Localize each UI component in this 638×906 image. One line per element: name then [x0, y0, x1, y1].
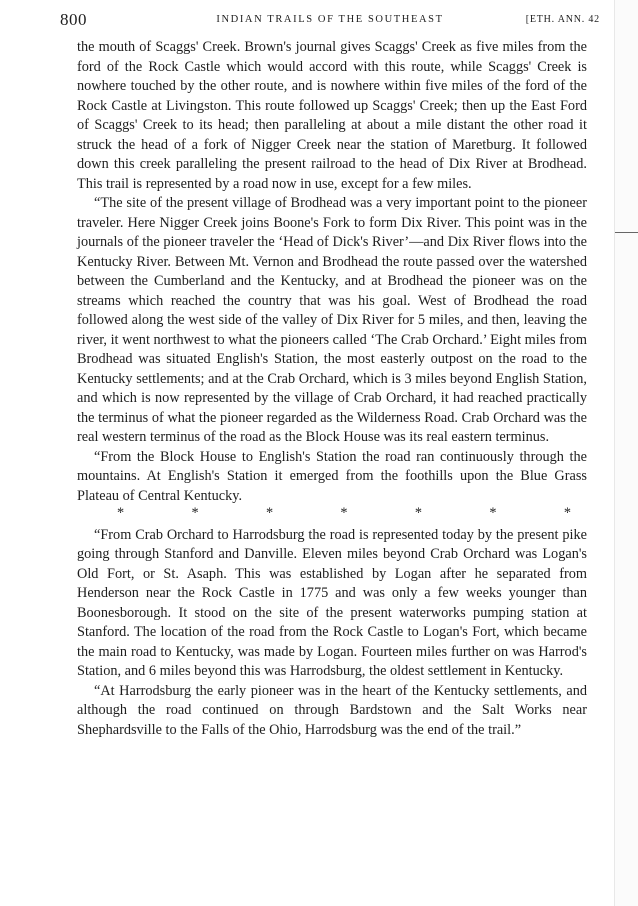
page-number: 800 — [60, 10, 87, 29]
body-text — [77, 38, 587, 740]
page-header — [60, 10, 600, 30]
paragraph-2: “The site of the present village of Brodhead was a very important point to the pioneer traveler. Here Nigger Creek joins Boone's Fork to form Dix River. This point was in the journals of the pioneer traveler the ‘Head of Dick's River’—and Dix River flows into the Kentucky River. Between Mt. Vernon and Brodhead the route passed over the watershed between the Cumberland and the Kentucky, and at Brodhead the pioneer was on the streams which reached the country that was his goal. West of Brodhead the road followed along the west side of the valley of Dix River for 5 miles, and then, leaving the river, it went northwest to what the pioneers called ‘The Crab Orchard.’ Eight miles from Brodhead was situated English's Station, the most easterly outpost on the road to the Kentucky settlements; and at the Crab Orchard, which is 3 miles beyond English Station, and which is now represented by the village of Crab Orchard, it had reached practically the terminus of what the pioneer regarded as the Wilderness Road. Crab Orchard was the real western terminus of the road as the Block House was its real eastern terminus. — [77, 195, 587, 445]
paragraph-3: “From the Block House to English's Station the road ran continuously through the mountains. At English's Station it emerged from the foothills upon the Blue Grass Plateau of Central Kentucky. — [77, 448, 587, 504]
margin-tick-mark — [615, 232, 638, 233]
running-reference: [ETH. ANN. 42 — [525, 14, 600, 25]
paragraph-4: “From Crab Orchard to Harrodsburg the road is represented today by the present pike going through Stanford and Danville. Eleven miles beyond Crab Orchard was Logan's Old Fort, or St. Asaph. This was established by Logan after he separated from Henderson near the Rock Castle in 1775 and was only a few weeks younger than Boonesborough. It stood on the site of the present waterworks pumping station at Stanford. The location of the road from the Rock Castle to Logan's Fort, which became the main road to Kentucky, was made by Logan. Fourteen miles further on was Harrod's Station, and 6 miles beyond this was Harrodsburg, the oldest settlement in Kentucky. — [77, 526, 587, 679]
paragraph-1: the mouth of Scaggs' Creek. Brown's journal gives Scaggs' Creek as five miles from the ford of the Rock Castle which would accord with this route, while Scaggs' Creek is nowhere touched by the other route, and is nowhere within five miles of the ford of the Rock Castle at Livingston. This route followed up Scaggs' Creek; then up the East Ford of Scaggs' Creek to its head; then paralleling at about a mile distant the other road it struck the head of a fork of Nigger Creek near the station of Maretburg. It followed down this creek paralleling the present railroad to the head of Dix River at Brodhead. This trail is represented by a road now in use, except for a few miles. — [77, 39, 587, 192]
section-break-star: * — [191, 505, 199, 521]
section-break-star: * — [563, 505, 571, 521]
section-break-star: * — [117, 505, 125, 521]
paragraph-5: “At Harrodsburg the early pioneer was in the heart of the Kentucky settlements, and although the road continued on through Bardstown and the Salt Works near Shephardsville to the Falls of the Ohio, Harrodsburg was the end of the trail.” — [77, 682, 587, 738]
section-break-star: * — [265, 505, 274, 521]
scan-margin — [614, 0, 638, 906]
running-title: INDIAN TRAILS OF THE SOUTHEAST — [216, 14, 444, 25]
section-break-star: * — [340, 505, 348, 521]
section-break-star: * — [414, 505, 423, 521]
section-break — [77, 504, 587, 524]
section-break-star: * — [489, 505, 497, 521]
